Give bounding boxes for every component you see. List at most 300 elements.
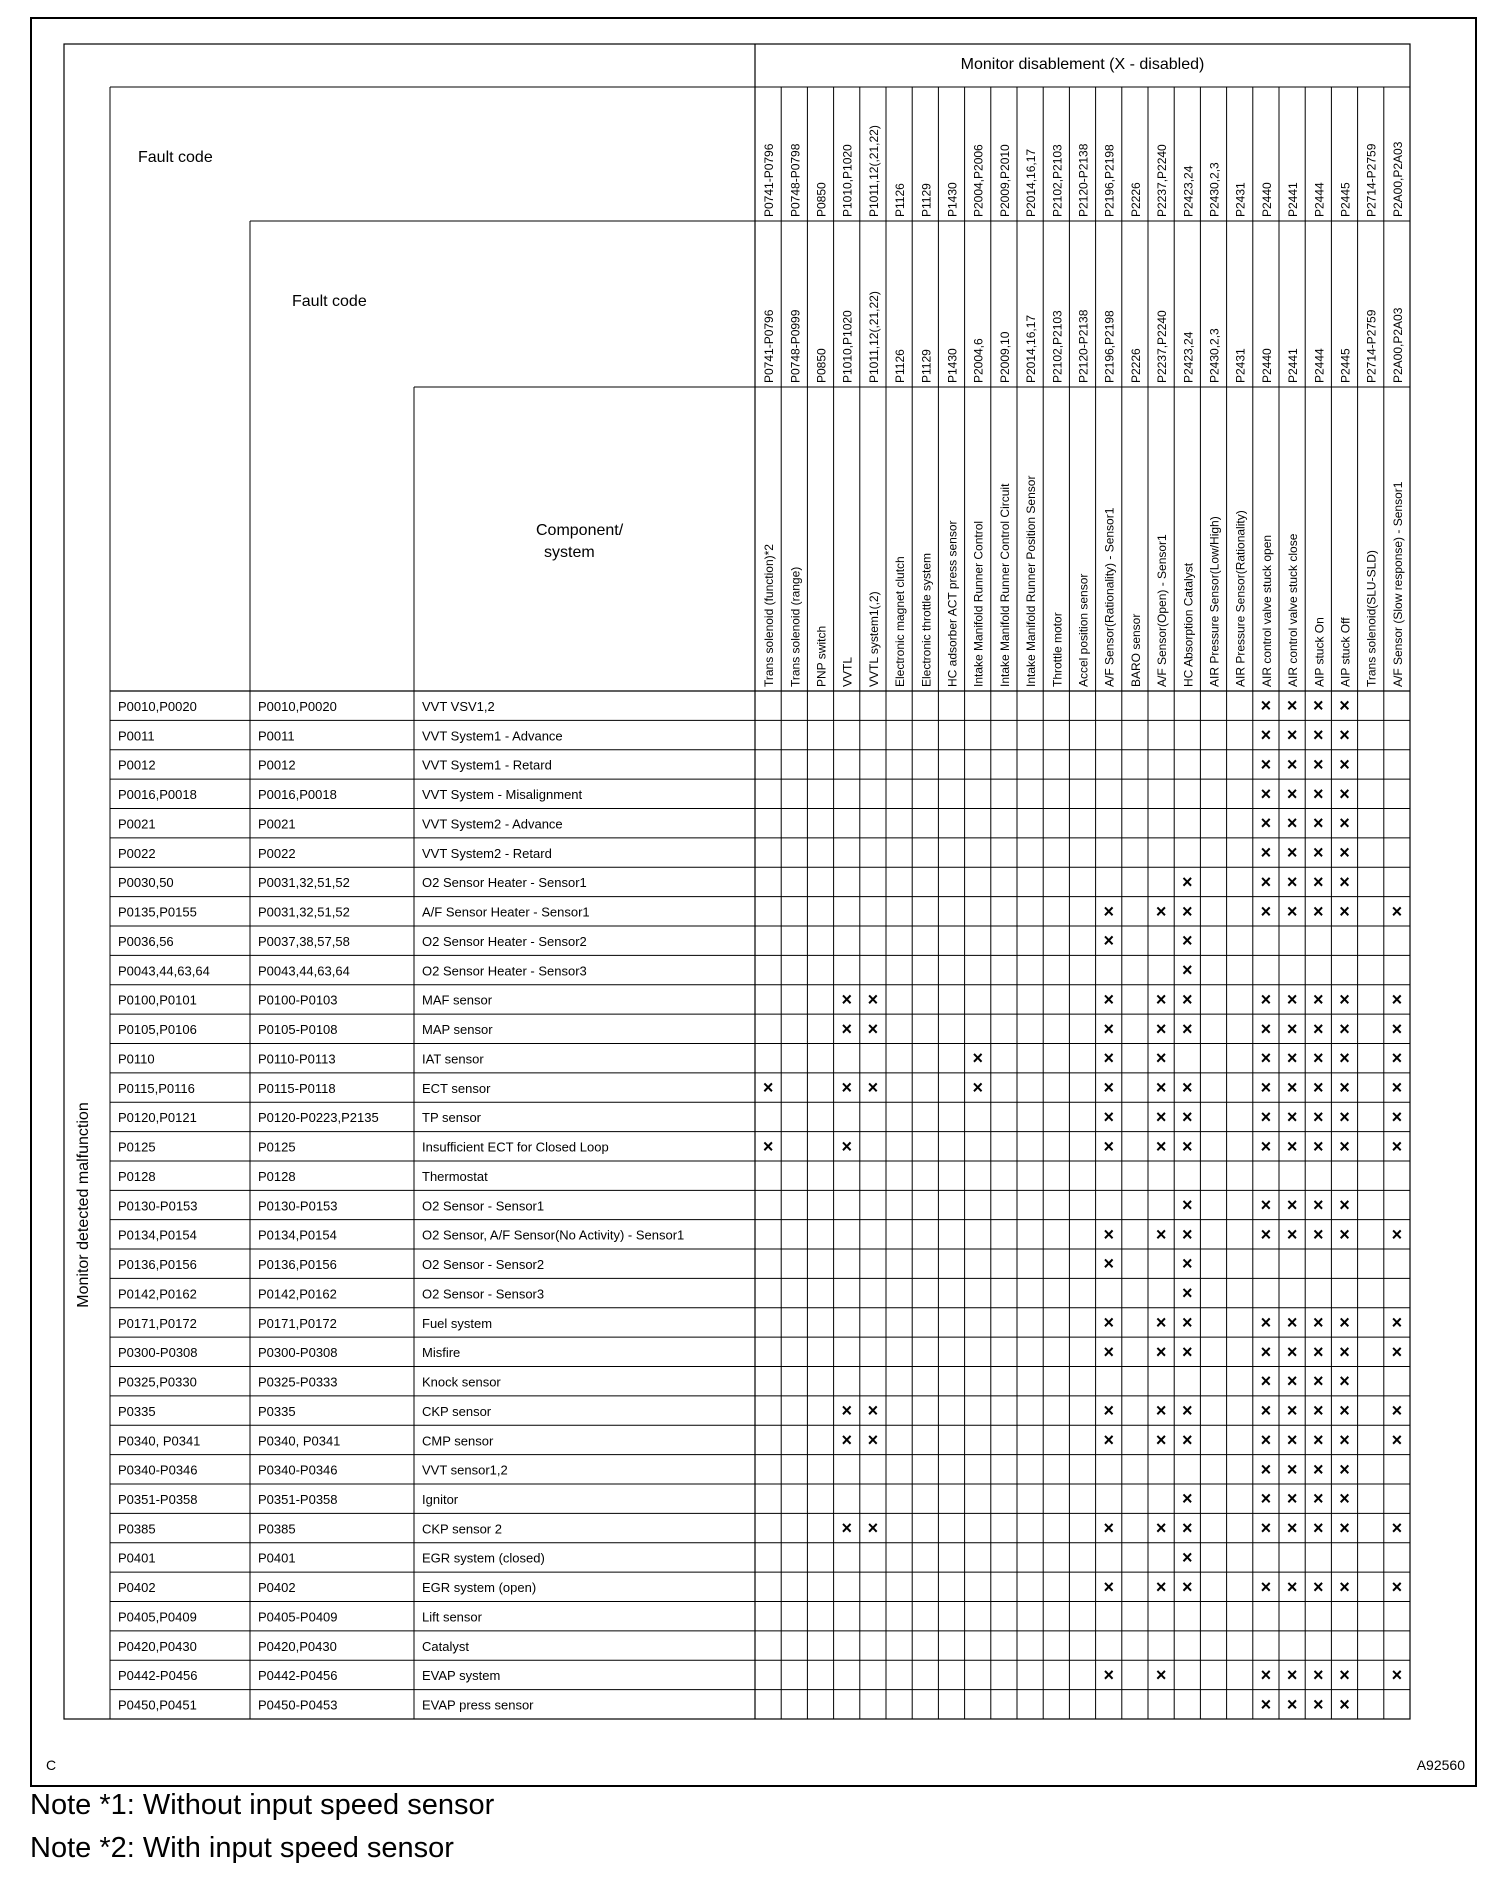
disabled-mark: × — [1260, 1048, 1272, 1069]
disabled-mark: × — [841, 1400, 852, 1421]
disabled-mark: × — [1339, 1429, 1350, 1450]
row-component: Misfire — [422, 1345, 461, 1361]
disabled-mark: × — [1339, 725, 1350, 746]
row-component: ECT sensor — [422, 1080, 491, 1096]
disabled-mark: × — [1103, 901, 1114, 922]
column-code-2: P2444 — [1312, 348, 1327, 383]
row-fault-code-2: P0016,P0018 — [258, 787, 337, 803]
disabled-mark: × — [1313, 1371, 1324, 1392]
disabled-mark: × — [972, 1048, 983, 1069]
disabled-mark: × — [1391, 1341, 1403, 1362]
row-component: EGR system (open) — [422, 1580, 537, 1596]
column-code-2: P2441 — [1286, 348, 1301, 383]
disabled-mark: × — [1103, 1312, 1114, 1333]
row-fault-code-2: P0130-P0153 — [258, 1198, 338, 1214]
row-fault-code-2: P0021 — [258, 816, 296, 832]
disabled-mark: × — [1339, 1312, 1350, 1333]
disabled-mark: × — [1339, 1371, 1350, 1392]
disabled-mark: × — [1286, 754, 1298, 775]
column-code-1: P2714-P2759 — [1364, 143, 1379, 217]
monitor-title: Monitor disablement (X - disabled) — [960, 56, 1205, 73]
disabled-mark: × — [1286, 901, 1298, 922]
disabled-mark: × — [1313, 1106, 1324, 1127]
column-code-2: P0748-P0999 — [788, 309, 803, 383]
disabled-mark: × — [1286, 1664, 1298, 1685]
disabled-mark: × — [867, 1518, 879, 1539]
row-fault-code-1: P0385 — [118, 1521, 156, 1537]
disabled-mark: × — [1260, 1018, 1272, 1039]
column-component: VVTL — [840, 656, 855, 687]
row-component: EVAP press sensor — [422, 1697, 534, 1713]
row-fault-code-1: P0135,P0155 — [118, 904, 197, 920]
disabled-mark: × — [1339, 842, 1350, 863]
disabled-mark: × — [1339, 1341, 1350, 1362]
row-fault-code-2: P0110-P0113 — [258, 1051, 336, 1067]
disabled-mark: × — [1313, 1312, 1324, 1333]
disabled-mark: × — [1103, 1224, 1114, 1245]
figure-id: A92560 — [1416, 1757, 1465, 1773]
row-fault-code-2: P0340, P0341 — [258, 1433, 341, 1449]
row-fault-code-1: P0030,50 — [118, 875, 174, 891]
disabled-mark: × — [1286, 1694, 1298, 1715]
column-code-1: P0850 — [814, 182, 829, 217]
disabled-mark: × — [1286, 1018, 1298, 1039]
column-code-2: P2226 — [1128, 348, 1143, 383]
row-fault-code-1: P0136,P0156 — [118, 1257, 197, 1273]
column-component: Throttle motor — [1050, 612, 1065, 687]
disabled-mark: × — [1260, 1077, 1272, 1098]
disabled-mark: × — [1103, 1576, 1114, 1597]
row-fault-code-2: P0115-P0118 — [258, 1080, 336, 1096]
column-code-1: P2441 — [1286, 182, 1301, 217]
column-code-1: P2440 — [1259, 182, 1274, 217]
row-component: VVT VSV1,2 — [422, 698, 495, 714]
disabled-mark: × — [1182, 1283, 1193, 1304]
disabled-mark: × — [1313, 1429, 1324, 1450]
disabled-mark: × — [1103, 1518, 1114, 1539]
disabled-mark: × — [1182, 989, 1193, 1010]
column-code-1: P1010,P1020 — [840, 144, 855, 217]
column-code-1: P1126 — [893, 183, 908, 217]
disabled-mark: × — [1155, 1136, 1167, 1157]
disabled-mark: × — [1286, 695, 1298, 716]
disabled-mark: × — [1182, 1429, 1193, 1450]
column-code-2: P2004,6 — [971, 338, 986, 383]
disabled-mark: × — [1260, 1518, 1272, 1539]
disabled-mark: × — [841, 989, 852, 1010]
row-component: O2 Sensor - Sensor1 — [422, 1198, 545, 1214]
disabled-mark: × — [1391, 1312, 1403, 1333]
column-component: AIR control valve stuck close — [1286, 533, 1301, 687]
column-code-1: P2431 — [1233, 182, 1248, 217]
column-code-2: P2714-P2759 — [1364, 309, 1379, 383]
row-fault-code-1: P0100,P0101 — [118, 992, 197, 1008]
column-component: BARO sensor — [1128, 613, 1143, 687]
disabled-mark: × — [1260, 1429, 1272, 1450]
disabled-mark: × — [1313, 1400, 1324, 1421]
disabled-mark: × — [1155, 1312, 1167, 1333]
disabled-mark: × — [1260, 1341, 1272, 1362]
column-code-1: P2102,P2103 — [1050, 144, 1065, 217]
disabled-mark: × — [841, 1518, 852, 1539]
disabled-mark: × — [1286, 783, 1298, 804]
disabled-mark: × — [1339, 1400, 1350, 1421]
row-component: Insufficient ECT for Closed Loop — [422, 1139, 609, 1155]
row-fault-code-1: P0405,P0409 — [118, 1609, 197, 1625]
disabled-mark: × — [1182, 1341, 1193, 1362]
disabled-mark: × — [1182, 930, 1193, 951]
disabled-mark: × — [1103, 989, 1114, 1010]
row-component: O2 Sensor Heater - Sensor1 — [422, 875, 587, 891]
row-fault-code-1: P0012 — [118, 757, 156, 773]
disabled-mark: × — [1313, 1694, 1324, 1715]
disabled-mark: × — [1286, 1576, 1298, 1597]
row-fault-code-1: P0110 — [118, 1051, 155, 1067]
disabled-mark: × — [1182, 1400, 1193, 1421]
row-fault-code-2: P0420,P0430 — [258, 1638, 337, 1654]
disabled-mark: × — [1182, 1488, 1193, 1509]
disabled-mark: × — [1260, 871, 1272, 892]
row-fault-code-2: P0351-P0358 — [258, 1492, 338, 1508]
disabled-mark: × — [1313, 989, 1324, 1010]
disabled-mark: × — [1260, 1312, 1272, 1333]
disabled-mark: × — [1103, 1664, 1114, 1685]
column-code-1: P1129 — [919, 183, 934, 217]
disabled-mark: × — [1286, 1224, 1298, 1245]
disabled-mark: × — [1260, 901, 1272, 922]
disabled-mark: × — [841, 1077, 852, 1098]
row-component: EGR system (closed) — [422, 1550, 545, 1566]
disabled-mark: × — [1313, 1488, 1324, 1509]
disabled-mark: × — [1260, 1371, 1272, 1392]
disabled-mark: × — [1286, 1429, 1298, 1450]
column-component: HC Absorption Catalyst — [1181, 562, 1196, 687]
disabled-mark: × — [1286, 1400, 1298, 1421]
disabled-mark: × — [1339, 989, 1350, 1010]
disabled-mark: × — [1286, 1106, 1298, 1127]
disabled-mark: × — [1313, 901, 1324, 922]
disabled-mark: × — [1103, 1341, 1114, 1362]
disabled-mark: × — [1155, 1018, 1167, 1039]
row-fault-code-2: P0100-P0103 — [258, 992, 338, 1008]
row-fault-code-2: P0171,P0172 — [258, 1315, 337, 1331]
column-component: AIR Pressure Sensor(Rationality) — [1233, 510, 1248, 687]
row-component: CMP sensor — [422, 1433, 494, 1449]
row-fault-code-2: P0128 — [258, 1168, 296, 1184]
column-component: Intake Manifold Runner Control Circuit — [997, 483, 1012, 687]
column-code-2: P1129 — [919, 349, 934, 383]
row-fault-code-2: P0134,P0154 — [258, 1227, 337, 1243]
column-code-2: P2120-P2138 — [1076, 309, 1091, 383]
disabled-mark: × — [1339, 1136, 1350, 1157]
row-fault-code-2: P0450-P0453 — [258, 1697, 338, 1713]
monitor-disablement-table — [32, 19, 1479, 1789]
row-fault-code-1: P0134,P0154 — [118, 1227, 197, 1243]
disabled-mark: × — [1103, 1253, 1114, 1274]
corner-label-left: C — [46, 1757, 57, 1773]
row-component: Ignitor — [422, 1492, 459, 1508]
column-code-1: P2196,P2198 — [1102, 144, 1117, 217]
row-component: VVT sensor1,2 — [422, 1462, 508, 1478]
disabled-mark: × — [1391, 1429, 1403, 1450]
row-component: O2 Sensor Heater - Sensor3 — [422, 963, 587, 979]
column-component: Trans solenoid(SLU-SLD) — [1364, 550, 1379, 687]
disabled-mark: × — [1313, 1341, 1324, 1362]
row-fault-code-2: P0105-P0108 — [258, 1022, 338, 1038]
column-code-1: P1011,12(,21,22) — [866, 125, 881, 217]
row-fault-code-1: P0420,P0430 — [118, 1638, 197, 1654]
disabled-mark: × — [1313, 813, 1324, 834]
row-component: VVT System1 - Retard — [422, 757, 552, 773]
disabled-mark: × — [867, 1018, 879, 1039]
row-component: O2 Sensor, A/F Sensor(No Activity) - Sensor1 — [422, 1227, 685, 1243]
disabled-mark: × — [1339, 1694, 1350, 1715]
disabled-mark: × — [1260, 1576, 1272, 1597]
column-code-2: P2237,P2240 — [1155, 310, 1170, 383]
row-component: A/F Sensor Heater - Sensor1 — [422, 904, 590, 920]
disabled-mark: × — [1182, 1106, 1193, 1127]
disabled-mark: × — [1286, 1518, 1298, 1539]
disabled-mark: × — [1391, 901, 1403, 922]
column-code-2: P1010,P1020 — [840, 310, 855, 383]
disabled-mark: × — [1339, 1106, 1350, 1127]
disabled-mark: × — [1339, 1224, 1350, 1245]
disabled-mark: × — [1286, 813, 1298, 834]
column-code-2: P2430,2,3 — [1207, 328, 1222, 383]
disabled-mark: × — [1155, 1048, 1167, 1069]
row-fault-code-2: P0120-P0223,P2135 — [258, 1110, 379, 1126]
disabled-mark: × — [1313, 1518, 1324, 1539]
row-component: Knock sensor — [422, 1374, 501, 1390]
disabled-mark: × — [1313, 1664, 1324, 1685]
disabled-mark: × — [1155, 1429, 1167, 1450]
disabled-mark: × — [1391, 1576, 1403, 1597]
disabled-mark: × — [762, 1077, 774, 1098]
disabled-mark: × — [1260, 1224, 1272, 1245]
column-code-2: P1126 — [893, 349, 908, 383]
disabled-mark: × — [1155, 901, 1167, 922]
disabled-mark: × — [1313, 1018, 1324, 1039]
row-fault-code-1: P0130-P0153 — [118, 1198, 198, 1214]
disabled-mark: × — [1103, 1136, 1114, 1157]
column-code-2: P2445 — [1338, 348, 1353, 383]
disabled-mark: × — [1339, 1048, 1350, 1069]
disabled-mark: × — [1260, 1664, 1272, 1685]
disabled-mark: × — [1182, 1312, 1193, 1333]
column-component: A/F Sensor (Slow response) - Sensor1 — [1390, 481, 1405, 687]
row-component: MAF sensor — [422, 992, 493, 1008]
disabled-mark: × — [1313, 842, 1324, 863]
row-fault-code-1: P0401 — [118, 1550, 156, 1566]
row-component: Fuel system — [422, 1315, 493, 1331]
disabled-mark: × — [1103, 1106, 1114, 1127]
column-component: Trans solenoid (range) — [788, 566, 803, 687]
row-fault-code-2: P0022 — [258, 845, 296, 861]
row-component: MAP sensor — [422, 1022, 493, 1038]
row-component: EVAP system — [422, 1668, 501, 1684]
column-code-1: P2014,16,17 — [1024, 148, 1039, 217]
disabled-mark: × — [1182, 1195, 1193, 1215]
disabled-mark: × — [1260, 783, 1272, 804]
row-fault-code-1: P0442-P0456 — [118, 1668, 198, 1684]
column-code-2: P2431 — [1233, 348, 1248, 383]
row-component: VVT System2 - Retard — [422, 845, 552, 861]
disabled-mark: × — [1155, 1106, 1167, 1127]
disabled-mark: × — [1286, 1077, 1298, 1098]
disabled-mark: × — [1391, 1077, 1403, 1098]
disabled-mark: × — [1313, 1077, 1324, 1098]
row-component: Thermostat — [422, 1168, 488, 1184]
column-code-2: P0850 — [814, 348, 829, 383]
disabled-mark: × — [1286, 1341, 1298, 1362]
column-component: A/F Sensor(Open) - Sensor1 — [1155, 534, 1170, 687]
row-fault-code-1: P0128 — [118, 1168, 156, 1184]
row-fault-code-1: P0010,P0020 — [118, 698, 197, 714]
column-component: Trans solenoid (function)*2 — [762, 544, 777, 687]
disabled-mark: × — [1313, 1136, 1324, 1157]
disabled-mark: × — [1103, 1048, 1114, 1069]
disabled-mark: × — [1182, 1224, 1193, 1245]
column-code-1: P0748-P0798 — [788, 143, 803, 217]
disabled-mark: × — [1155, 1664, 1167, 1685]
disabled-mark: × — [1286, 1488, 1298, 1509]
column-code-2: P2440 — [1259, 348, 1274, 383]
column-code-2: P2423,24 — [1181, 331, 1196, 383]
disabled-mark: × — [1286, 1371, 1298, 1392]
disabled-mark: × — [1391, 989, 1403, 1010]
row-fault-code-2: P0401 — [258, 1550, 296, 1566]
row-fault-code-2: P0010,P0020 — [258, 698, 337, 714]
disabled-mark: × — [1391, 1106, 1403, 1127]
row-component: CKP sensor 2 — [422, 1521, 502, 1537]
column-component: AIP stuck On — [1312, 617, 1327, 687]
disabled-mark: × — [867, 1077, 879, 1098]
disabled-mark: × — [1260, 1694, 1272, 1715]
row-fault-code-2: P0031,32,51,52 — [258, 904, 350, 920]
disabled-mark: × — [1286, 989, 1298, 1010]
column-code-1: P2445 — [1338, 182, 1353, 217]
disabled-mark: × — [1313, 695, 1324, 716]
disabled-mark: × — [1155, 989, 1167, 1010]
row-component: VVT System - Misalignment — [422, 787, 583, 803]
row-fault-code-2: P0037,38,57,58 — [258, 933, 350, 949]
disabled-mark: × — [1391, 1136, 1403, 1157]
column-code-1: P1430 — [945, 182, 960, 217]
disabled-mark: × — [1260, 1459, 1272, 1480]
row-fault-code-1: P0351-P0358 — [118, 1492, 198, 1508]
disabled-mark: × — [1339, 1077, 1350, 1098]
disabled-mark: × — [1182, 871, 1193, 892]
disabled-mark: × — [1391, 1518, 1403, 1539]
column-code-1: P2237,P2240 — [1155, 144, 1170, 217]
row-component: VVT System2 - Advance — [422, 816, 563, 832]
disabled-mark: × — [1339, 901, 1350, 922]
disabled-mark: × — [1260, 813, 1272, 834]
disabled-mark: × — [867, 1429, 879, 1450]
row-fault-code-2: P0385 — [258, 1521, 296, 1537]
column-component: PNP switch — [814, 625, 829, 687]
row-fault-code-1: P0021 — [118, 816, 156, 832]
column-code-2: P0741-P0796 — [762, 309, 777, 383]
column-code-1: P2A00,P2A03 — [1390, 141, 1405, 217]
column-code-2: P1430 — [945, 348, 960, 383]
row-fault-code-2: P0402 — [258, 1580, 296, 1596]
disabled-mark: × — [1182, 1077, 1193, 1098]
note-1: Note *1: Without input speed sensor — [30, 1789, 495, 1821]
row-fault-code-1: P0402 — [118, 1580, 156, 1596]
disabled-mark: × — [1286, 871, 1298, 892]
disabled-mark: × — [867, 1400, 879, 1421]
disabled-mark: × — [1313, 1048, 1324, 1069]
row-fault-code-2: P0136,P0156 — [258, 1257, 337, 1273]
column-code-1: P2423,24 — [1181, 165, 1196, 217]
disabled-mark: × — [1313, 783, 1324, 804]
disabled-mark: × — [1155, 1576, 1167, 1597]
row-fault-code-1: P0325,P0330 — [118, 1374, 197, 1390]
row-fault-code-2: P0012 — [258, 757, 296, 773]
disabled-mark: × — [1182, 1576, 1193, 1597]
column-code-2: P1011,12(,21,22) — [866, 291, 881, 383]
row-component: IAT sensor — [422, 1051, 484, 1067]
disabled-mark: × — [1391, 1400, 1403, 1421]
column-code-1: P2430,2,3 — [1207, 162, 1222, 217]
row-fault-code-2: P0031,32,51,52 — [258, 875, 350, 891]
disabled-mark: × — [1103, 930, 1114, 951]
disabled-mark: × — [762, 1136, 774, 1157]
row-fault-code-2: P0340-P0346 — [258, 1462, 338, 1478]
row-fault-code-1: P0300-P0308 — [118, 1345, 198, 1361]
disabled-mark: × — [1182, 1018, 1193, 1039]
disabled-mark: × — [1339, 813, 1350, 834]
row-fault-code-2: P0405-P0409 — [258, 1609, 338, 1625]
disabled-mark: × — [1182, 1136, 1193, 1157]
fault-code-header-1: Fault code — [138, 149, 213, 166]
fault-code-header-2: Fault code — [292, 293, 367, 310]
column-code-2: P2196,P2198 — [1102, 310, 1117, 383]
disabled-mark: × — [1339, 1518, 1350, 1539]
disabled-mark: × — [1339, 1664, 1350, 1685]
disabled-mark: × — [1103, 1018, 1114, 1039]
row-fault-code-1: P0171,P0172 — [118, 1315, 197, 1331]
disabled-mark: × — [1339, 1018, 1350, 1039]
row-fault-code-1: P0043,44,63,64 — [118, 963, 210, 979]
row-fault-code-1: P0142,P0162 — [118, 1286, 197, 1302]
row-component: Catalyst — [422, 1638, 469, 1654]
column-code-1: P2226 — [1128, 182, 1143, 217]
disabled-mark: × — [841, 1429, 852, 1450]
column-code-1: P2444 — [1312, 182, 1327, 217]
row-component: TP sensor — [422, 1110, 482, 1126]
disabled-mark: × — [1391, 1048, 1403, 1069]
column-component: AIP stuck Off — [1338, 617, 1353, 687]
row-fault-code-2: P0125 — [258, 1139, 296, 1155]
disabled-mark: × — [1103, 1429, 1114, 1450]
disabled-mark: × — [1260, 754, 1272, 775]
figure-frame — [30, 17, 1477, 1787]
disabled-mark: × — [1391, 1018, 1403, 1039]
disabled-mark: × — [1286, 1195, 1298, 1215]
disabled-mark: × — [1260, 1488, 1272, 1509]
component-system-header: Component/ system — [536, 522, 624, 561]
column-code-1: P2009,P2010 — [997, 144, 1012, 217]
disabled-mark: × — [1260, 695, 1272, 716]
row-fault-code-1: P0016,P0018 — [118, 787, 197, 803]
column-component: Electronic throttle system — [919, 552, 934, 687]
column-code-2: P2009,10 — [997, 331, 1012, 383]
column-component: Intake Manifold Runner Control — [971, 520, 986, 687]
column-component: A/F Sensor(Rationality) - Sensor1 — [1102, 507, 1117, 687]
disabled-mark: × — [1339, 1488, 1350, 1509]
